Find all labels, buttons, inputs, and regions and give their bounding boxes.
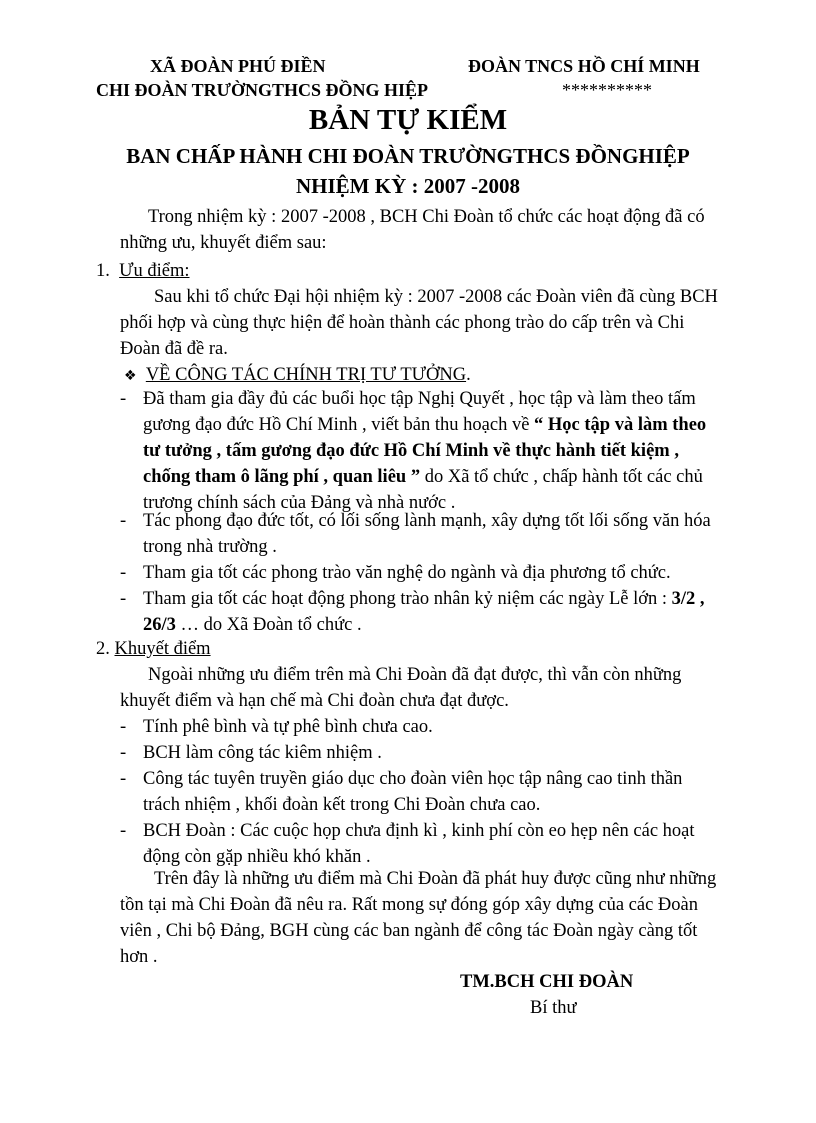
item-bold-text: 3/2 , 26/3 [143, 589, 705, 635]
header-right-line2: ********** [562, 80, 652, 100]
section1-subheading [124, 362, 471, 389]
item-text: do Xã tổ chức , chấp hành tốt các chủ trương chính sách của Đảng và nhà nước . [143, 467, 703, 513]
section2-intro: Ngoài những ưu điểm trên mà Chi Đoàn đã đạt được, thì vẫn còn những khuyết điểm và hạn chế mà Chi đoàn chưa đạt được. [120, 665, 682, 711]
list-dash: - [120, 389, 127, 409]
page-subtitle: BAN CHẤP HÀNH CHI ĐOÀN TRƯỜNGTHCS ĐỒNGHIỆP [126, 144, 690, 168]
subheading-text: VỀ CÔNG TÁC CHÍNH TRỊ TƯ TƯỞNG [145, 365, 467, 385]
section1-number: 1. [96, 261, 110, 281]
section2-item-3: Công tác tuyên truyền giáo dục cho đoàn viên học tập nâng cao tinh thần trách nhiệm , khối đoàn kết trong Chi Đoàn chưa cao. [143, 769, 683, 815]
section1-item-3: Tham gia tốt các phong trào văn nghệ do ngành và địa phương tổ chức. [143, 563, 671, 583]
section1-heading [96, 258, 190, 284]
item-text: Đã tham gia đầy đủ các buổi học tập Nghị Quyết , học tập và làm theo tấm gương đạo đức Hồ Chí Minh , viết bản thu hoạch về [143, 389, 696, 435]
header-right-line1: ĐOÀN TNCS HỒ CHÍ MINH [468, 56, 700, 76]
list-dash: - [120, 743, 127, 763]
header-left-line1: XÃ ĐOÀN PHÚ ĐIỀN [150, 56, 326, 76]
list-dash: - [120, 589, 127, 609]
intro-paragraph: Trong nhiệm kỳ : 2007 -2008 , BCH Chi Đoàn tổ chức các hoạt động đã có những ưu, khuyết điểm sau: [120, 207, 705, 253]
section2-number: 2. [96, 639, 110, 659]
header-left-line2: CHI ĐOÀN TRƯỜNGTHCS ĐỒNG HIỆP [96, 80, 429, 100]
item-text: Tham gia tốt các hoạt động phong trào nhân kỷ niệm các ngày Lễ lớn : [143, 589, 672, 609]
section2-heading [96, 636, 211, 662]
section2-item-1: Tính phê bình và tự phê bình chưa cao. [143, 717, 433, 737]
list-dash: - [120, 563, 127, 583]
item-bold-text: “ Học tập và làm theo tư tưởng , tấm gương đạo đức Hồ Chí Minh về thực hành tiết kiệm , chống tham ô lãng phí , quan liêu ” [143, 415, 707, 487]
term-line: NHIỆM KỲ : 2007 -2008 [296, 174, 520, 198]
section2-item-4: BCH Đoàn : Các cuộc họp chưa định kì , kinh phí còn eo hẹp nên các hoạt động còn gặp nhiều khó khăn . [143, 821, 695, 867]
subheading-period: . [466, 365, 471, 385]
section2-title: Khuyết điểm [114, 639, 211, 659]
signature-org: TM.BCH CHI ĐOÀN [460, 972, 634, 992]
list-dash: - [120, 717, 127, 737]
item-text: … do Xã Đoàn tổ chức . [175, 615, 362, 635]
list-dash: - [120, 769, 127, 789]
page-title: BẢN TỰ KIỂM [308, 104, 508, 136]
section1-title: Ưu điểm: [119, 261, 190, 281]
list-dash: - [120, 821, 127, 841]
section1-item-4 [143, 586, 723, 638]
section1-intro: Sau khi tổ chức Đại hội nhiệm kỳ : 2007 -2008 các Đoàn viên đã cùng BCH phối hợp và cùng thực hiện để hoàn thành các phong trào do cấp trên và Chi Đoàn đã đề ra. [120, 287, 718, 359]
section1-item-1 [143, 386, 723, 516]
conclusion-paragraph: Trên đây là những ưu điểm mà Chi Đoàn đã phát huy được cũng như những tồn tại mà Chi Đoàn đã nêu ra. Rất mong sự đóng góp xây dựng của các Đoàn viên , Chi bộ Đảng, BGH cùng các ban ngành để công tác Đoàn ngày càng tốt hơn . [120, 869, 717, 967]
section2-item-2: BCH làm công tác kiêm nhiệm . [143, 743, 382, 763]
list-dash: - [120, 511, 127, 531]
diamond-bullet-icon: ❖ [124, 368, 137, 384]
section1-item-2: Tác phong đạo đức tốt, có lối sống lành mạnh, xây dựng tốt lối sống văn hóa trong nhà trường . [143, 511, 711, 557]
signature-role: Bí thư [530, 998, 577, 1018]
